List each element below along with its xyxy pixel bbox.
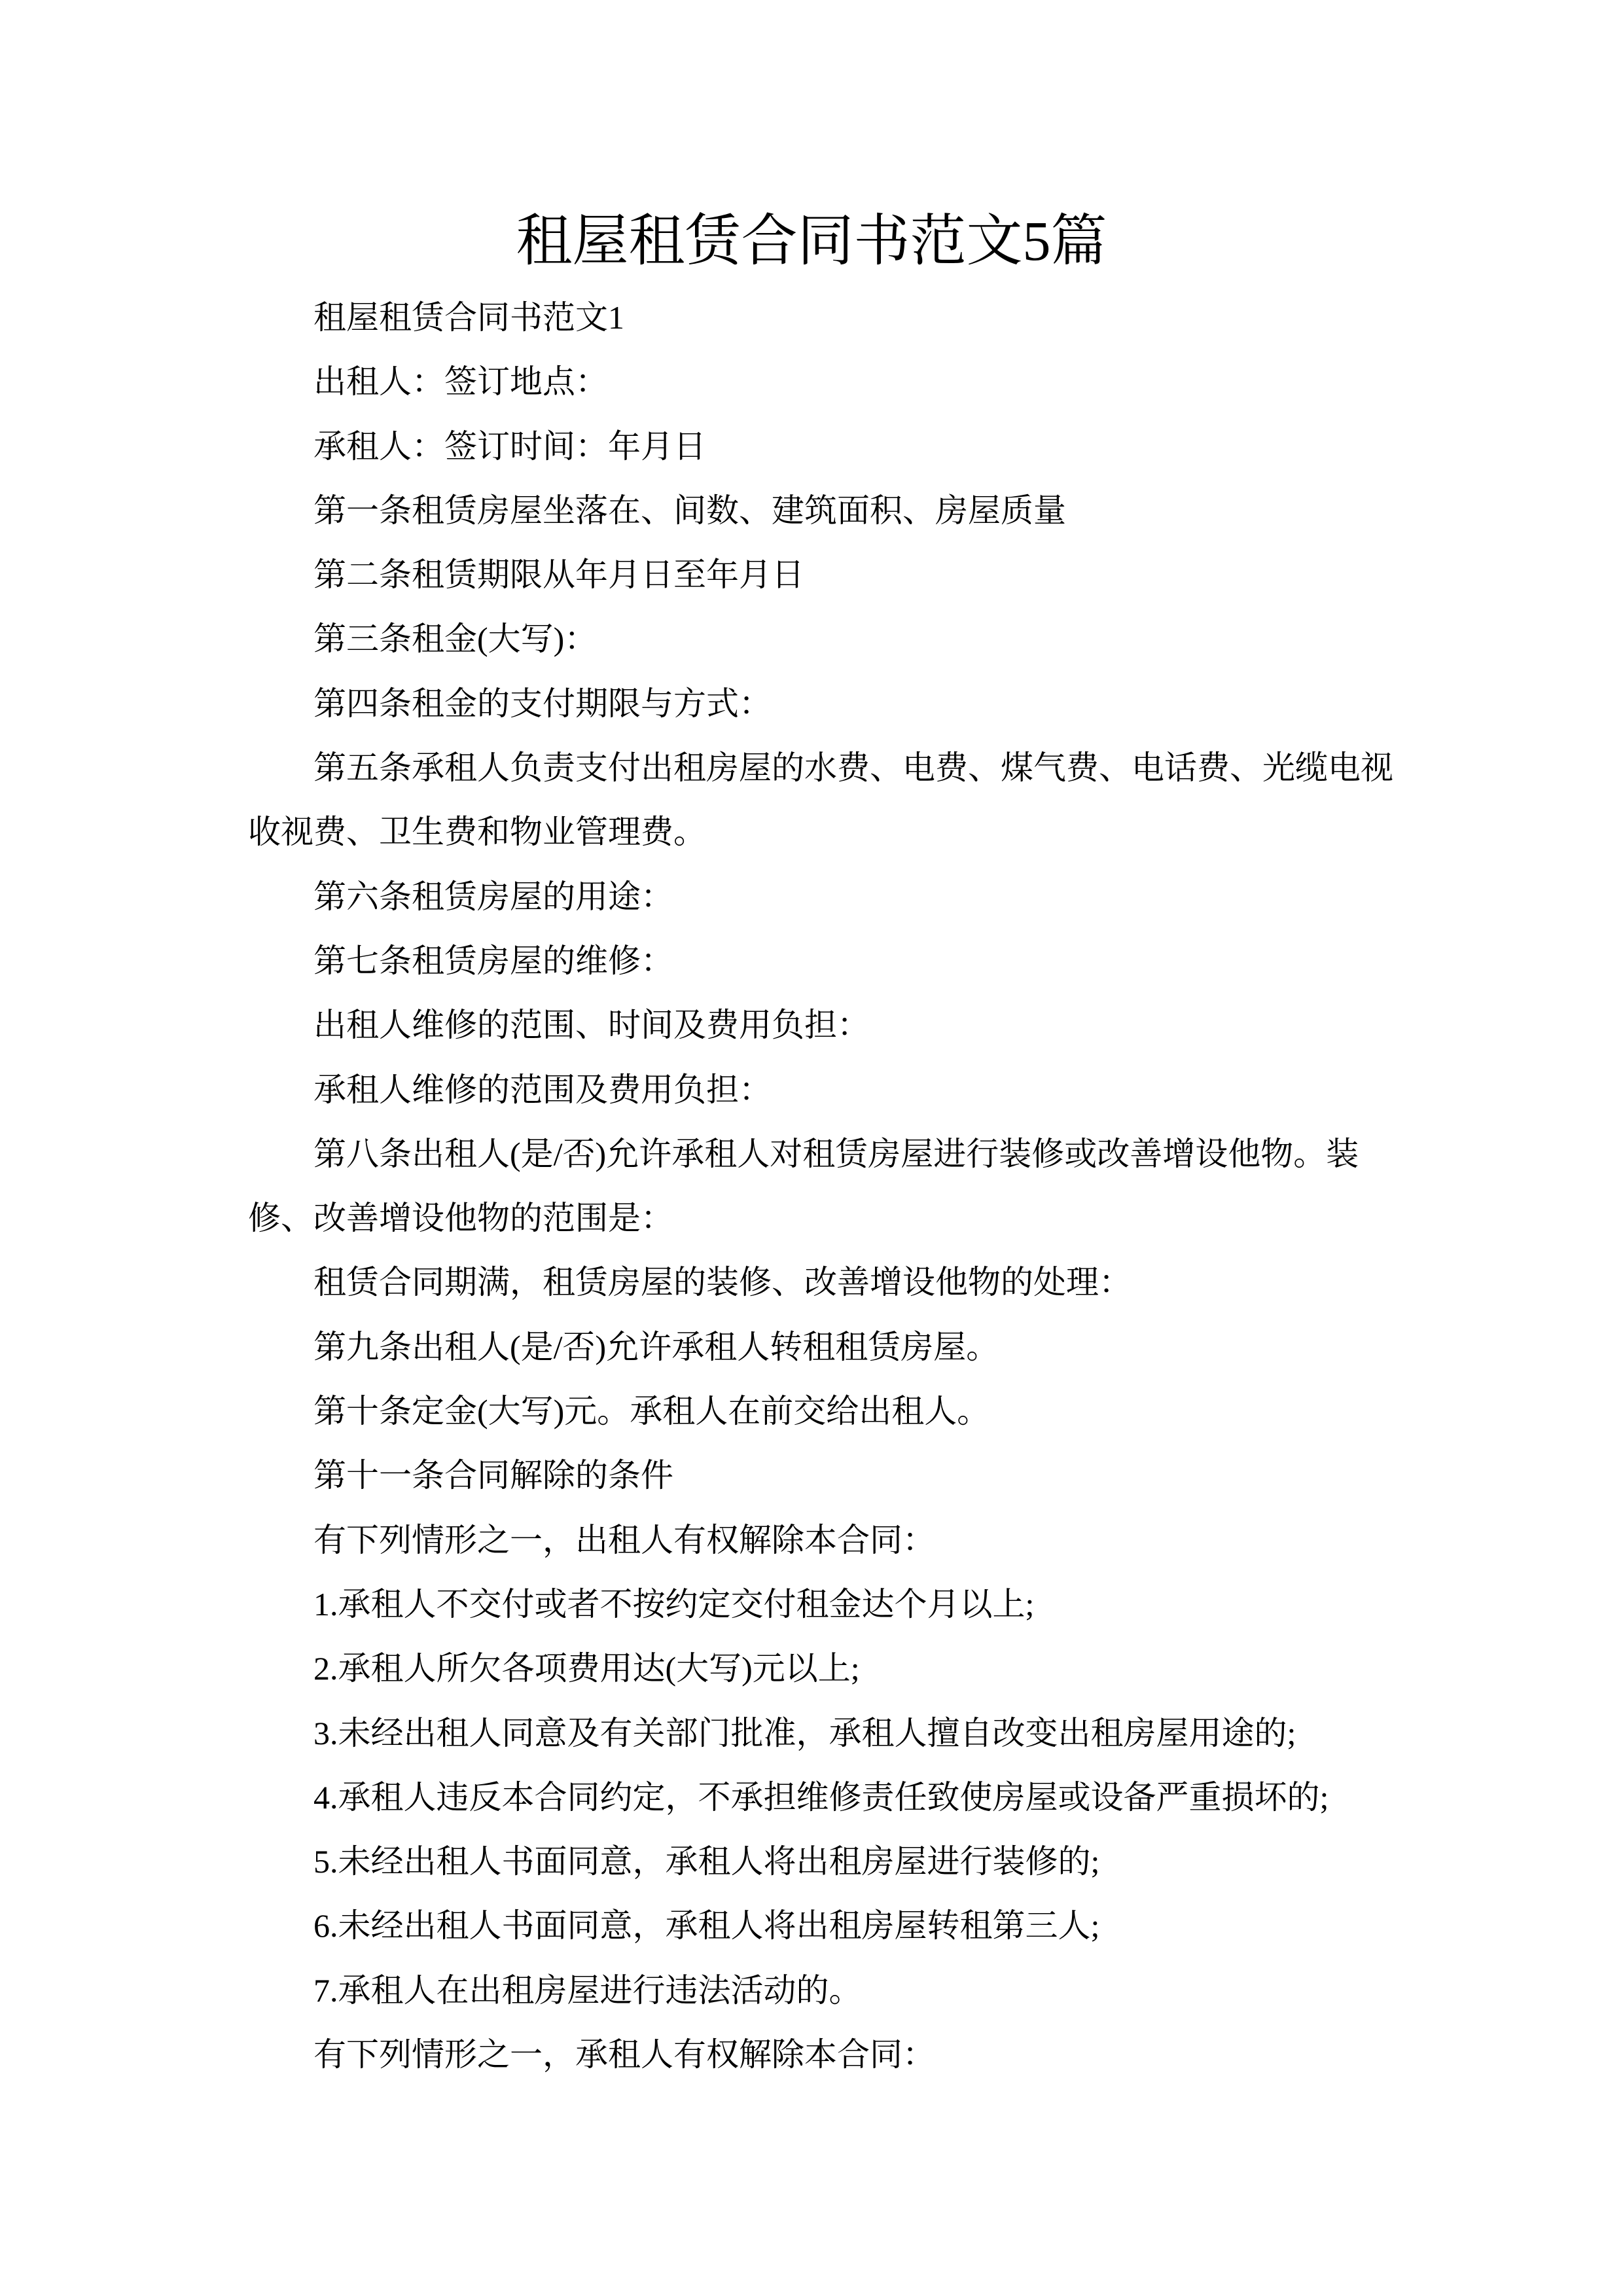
paragraph: 第十一条合同解除的条件	[313, 1457, 673, 1494]
paragraph: 4.承租人违反本合同约定，不承担维修责任致使房屋或设备严重损坏的;	[313, 1778, 1329, 1816]
paragraph: 1.承租人不交付或者不按约定交付租金达个月以上;	[313, 1585, 1035, 1623]
paragraph: 7.承租人在出租房屋进行违法活动的。	[313, 1971, 862, 2009]
paragraph: 租赁合同期满，租赁房屋的装修、改善增设他物的处理：	[313, 1264, 1132, 1301]
paragraph: 第三条租金(大写)：	[313, 620, 597, 658]
paragraph: 租屋租赁合同书范文1	[313, 299, 624, 336]
paragraph: 承租人维修的范围及费用负担：	[313, 1071, 772, 1108]
paragraph: 有下列情形之一，出租人有权解除本合同：	[313, 1521, 935, 1558]
document-body	[248, 285, 1395, 2087]
paragraph: 第十条定金(大写)元。承租人在前交给出租人。	[313, 1393, 990, 1430]
paragraph: 第七条租赁房屋的维修：	[313, 942, 673, 979]
paragraph: 第四条租金的支付期限与方式：	[313, 685, 772, 722]
paragraph: 5.未经出租人书面同意，承租人将出租房屋进行装修的;	[313, 1843, 1100, 1880]
paragraph: 2.承租人所欠各项费用达(大写)元以上;	[313, 1650, 860, 1687]
paragraph: 出租人维修的范围、时间及费用负担：	[313, 1007, 870, 1044]
paragraph: 6.未经出租人书面同意，承租人将出租房屋转租第三人;	[313, 1907, 1100, 1945]
paragraph: 3.未经出租人同意及有关部门批准，承租人擅自改变出租房屋用途的;	[313, 1714, 1296, 1751]
paragraph: 有下列情形之一，承租人有权解除本合同：	[313, 2036, 935, 2073]
paragraph: 第五条承租人负责支付出租房屋的水费、电费、煤气费、电话费、光缆电视收视费、卫生费和物业管理费。	[248, 749, 1393, 851]
document-title: 租屋租赁合同书范文5篇	[516, 209, 1107, 272]
paragraph: 第八条出租人(是/否)允许承租人对租赁房屋进行装修或改善增设他物。装修、改善增设他物的范围是：	[248, 1135, 1359, 1237]
paragraph: 出租人：签订地点：	[313, 363, 608, 401]
paragraph: 第一条租赁房屋坐落在、间数、建筑面积、房屋质量	[313, 492, 1066, 529]
paragraph: 第二条租赁期限从年月日至年月日	[313, 556, 804, 594]
paragraph: 承租人：签订时间：年月日	[313, 427, 706, 465]
paragraph: 第九条出租人(是/否)允许承租人转租租赁房屋。	[313, 1328, 999, 1365]
paragraph: 第六条租赁房屋的用途：	[313, 878, 673, 915]
